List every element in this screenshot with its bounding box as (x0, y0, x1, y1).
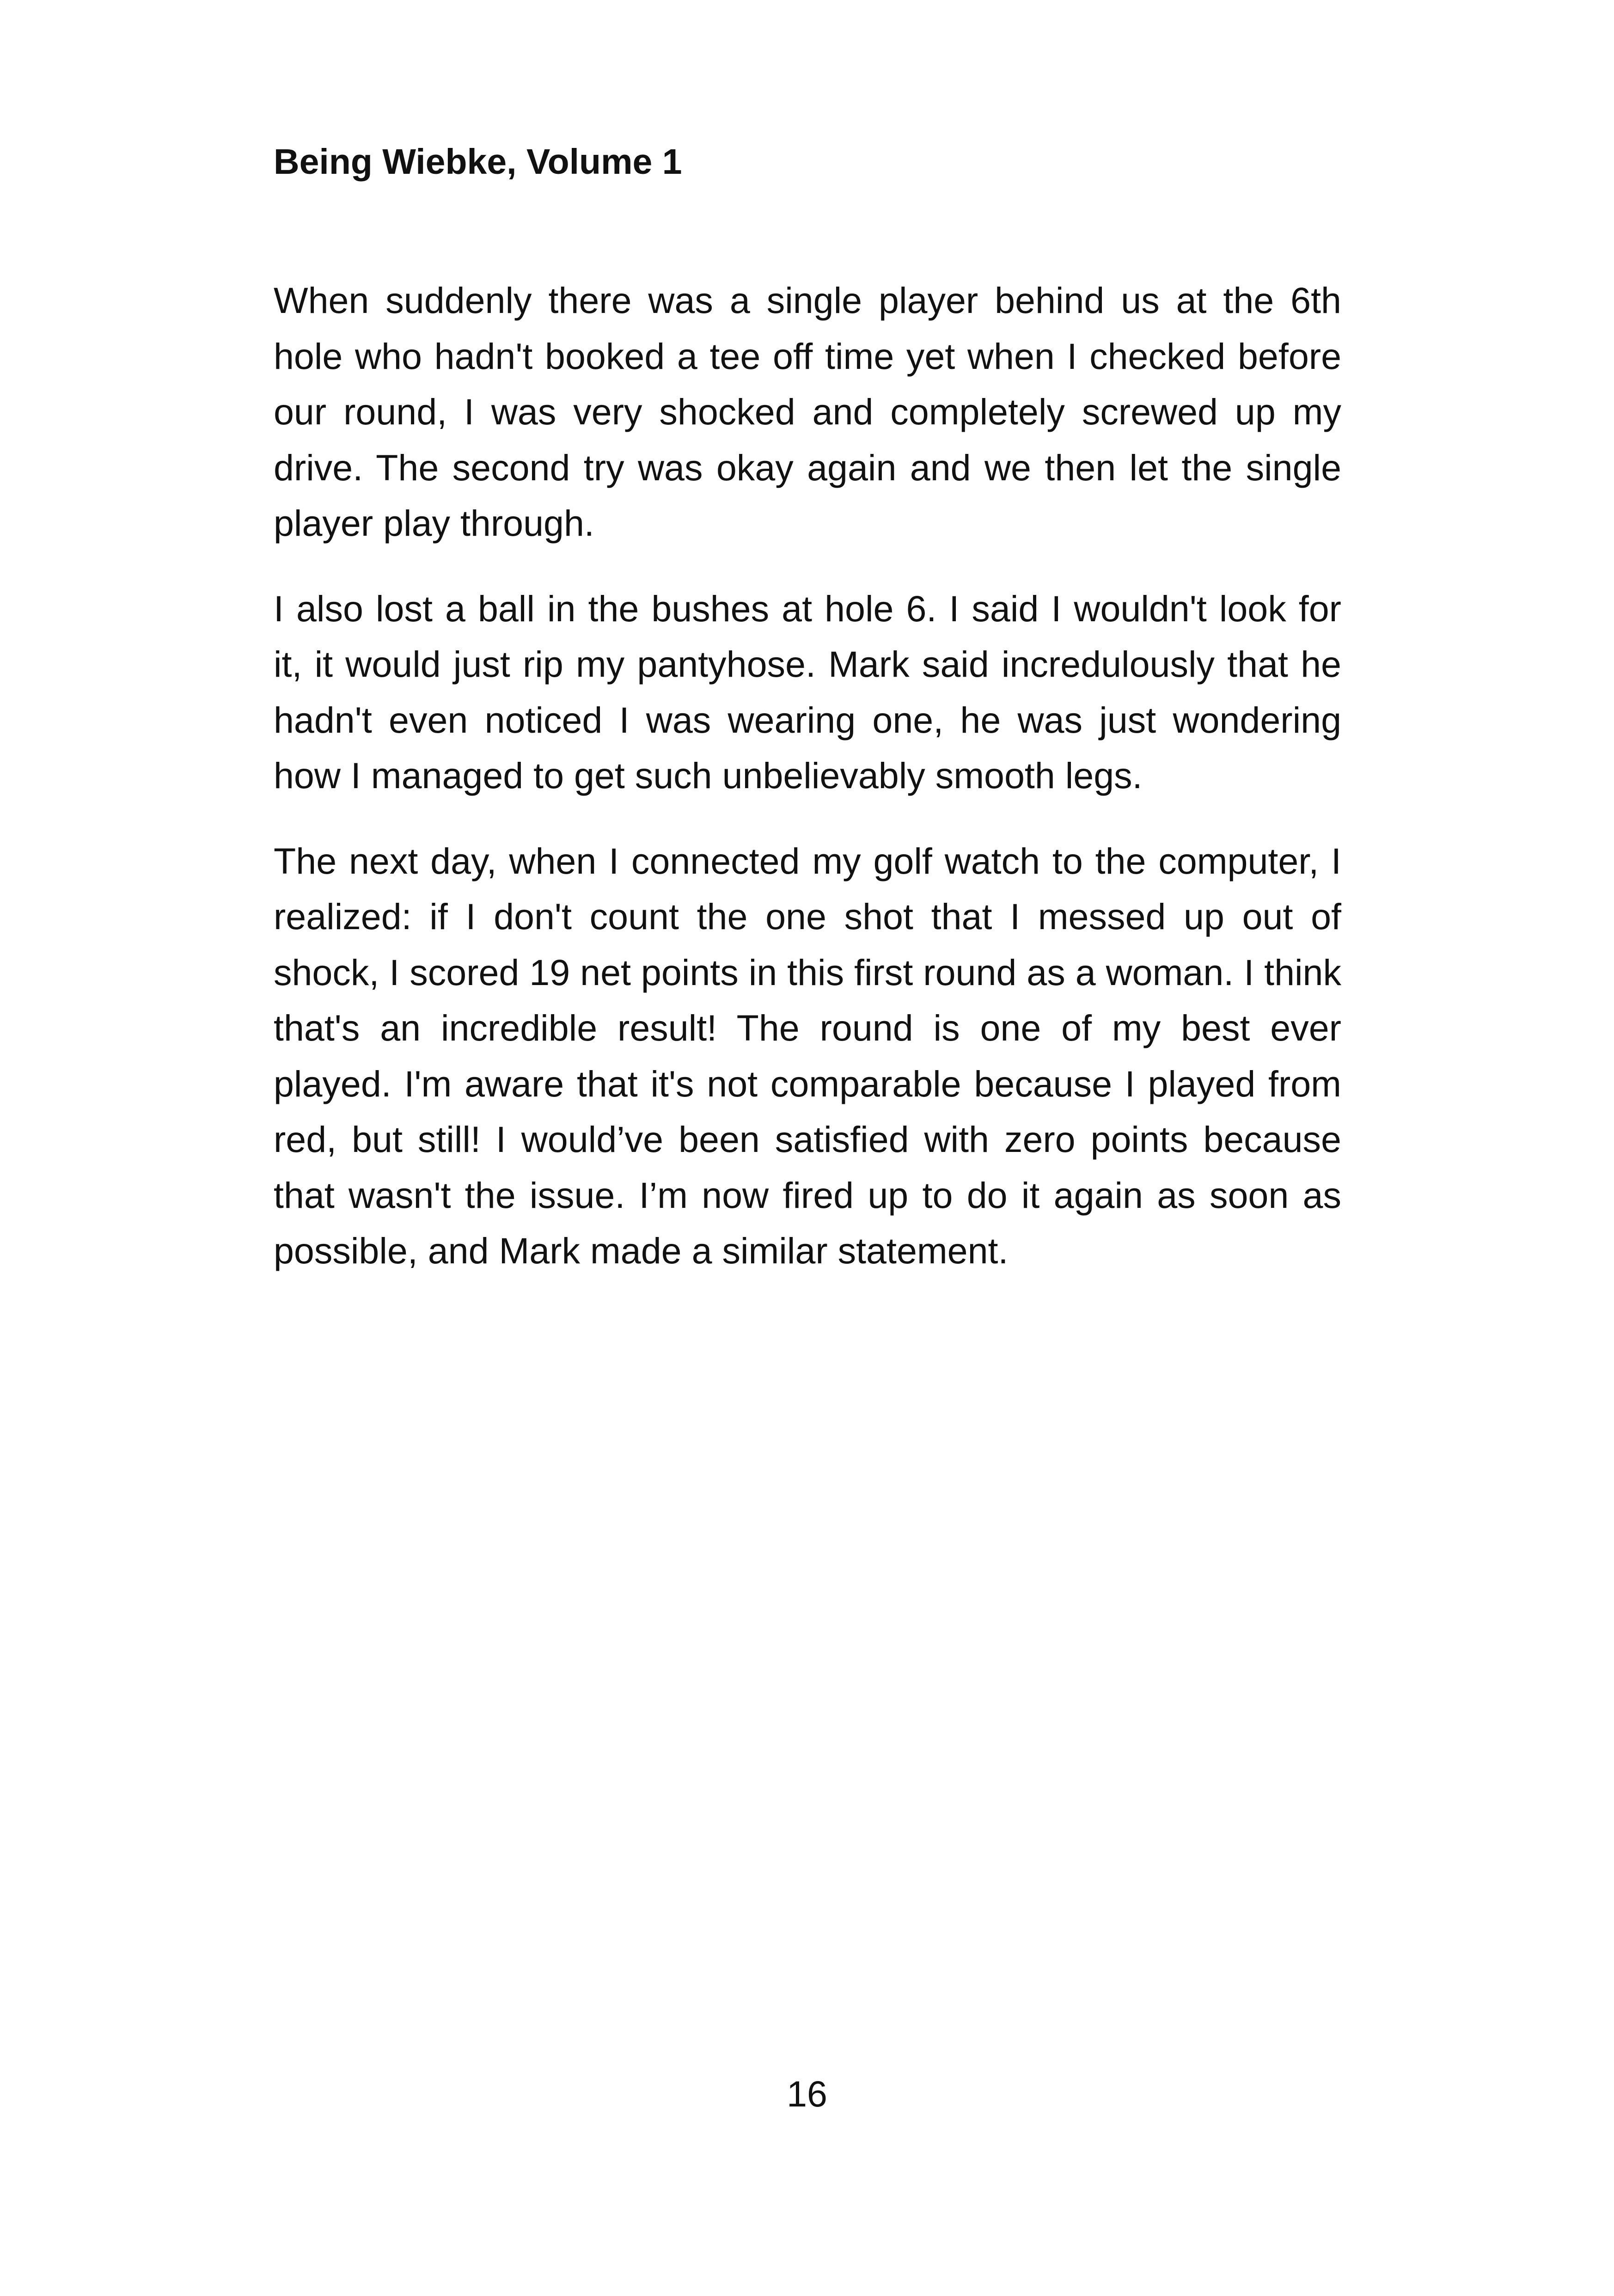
body-text (274, 273, 1341, 1309)
paragraph-3: The next day, when I connected my golf watch to the computer, I realized: if I don't count the one shot that I messed up out of shock, I scored 19 net points in this first round as a woman. I think that's an incredible result! The round is one of my best ever played. I'm aware that it's not comparable because I played from red, but still! I would’ve been satisfied with zero points because that wasn't the issue. I’m now fired up to do it again as soon as possible, and Mark made a similar statement. (274, 840, 1341, 1271)
page-number: 16 (787, 2073, 827, 2114)
paragraph-2: I also lost a ball in the bushes at hole 6. I said I wouldn't look for it, it would just rip my pantyhose. Mark said incredulously that he hadn't even noticed I was wearing one, he was just wondering how I managed to get such unbelievably smooth legs. (274, 588, 1341, 796)
running-header-title: Being Wiebke, Volume 1 (274, 142, 682, 182)
paragraph-1: When suddenly there was a single player behind us at the 6th hole who hadn't booked a tee off time yet when I checked before our round, I was very shocked and completely screwed up my drive. The second try was okay again and we then let the single player play through. (274, 280, 1341, 544)
